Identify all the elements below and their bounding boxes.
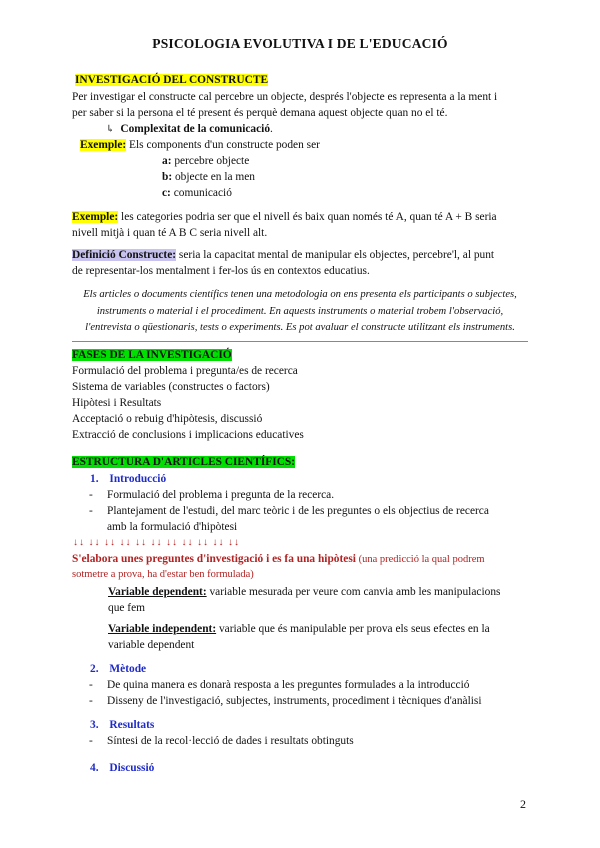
down-arrows-icon: ↓↓ ↓↓ ↓↓ ↓↓ ↓↓ ↓↓ ↓↓ ↓↓ ↓↓ ↓↓ ↓↓ bbox=[73, 537, 240, 548]
hypothesis-note-cont: sotmetre a prova, ha d'estar ben formulada) bbox=[72, 569, 254, 580]
complexity-line bbox=[106, 121, 273, 138]
paragraph-line: de representar-los mentalment i fer-los ús en contextos educatius. bbox=[72, 265, 370, 277]
list-item-value: comunicació bbox=[170, 187, 232, 199]
dash-bullet: - bbox=[89, 695, 93, 707]
bullet-text: Disseny de l'investigació, subjectes, instruments, procediment i tècniques d'anàlisi bbox=[107, 695, 482, 707]
complexity-period: . bbox=[270, 123, 273, 135]
arrow-icon: ↳ bbox=[106, 124, 115, 135]
list-item-value: percebre objecte bbox=[171, 155, 250, 167]
variable-independent-text: variable que és manipulable per prova els seus efectes en la bbox=[216, 623, 490, 635]
italic-note bbox=[60, 287, 540, 337]
paragraph-line: Per investigar el constructe cal percebre un objecte, després l'objecte es representa a la ment i bbox=[72, 91, 498, 103]
page-title: PSICOLOGIA EVOLUTIVA I DE L'EDUCACIÓ bbox=[152, 36, 448, 51]
italic-note-line: Els articles o documents científics tenen una metodologia on ens presenta els participants o subjectes, bbox=[83, 289, 517, 300]
numbered-heading-introduccio bbox=[90, 471, 166, 487]
variable-independent-cont: variable dependent bbox=[108, 639, 195, 651]
variable-dependent-text: variable mesurada per veure com canvia amb les manipulacions bbox=[206, 586, 501, 598]
section-heading-constructe bbox=[75, 72, 268, 88]
numbered-heading-metode bbox=[90, 661, 146, 677]
heading-number: 3. bbox=[90, 719, 99, 731]
heading-number: 2. bbox=[90, 663, 99, 675]
list-item-key: c: bbox=[162, 187, 171, 199]
dash-bullet: - bbox=[89, 505, 93, 517]
bullet-continuation: amb la formulació d'hipòtesi bbox=[107, 521, 238, 533]
heading-number: 1. bbox=[90, 473, 99, 485]
list-item-key: a: bbox=[162, 155, 172, 167]
variable-dependent bbox=[108, 584, 500, 600]
bullet-text: Plantejament de l'estudi, del marc teòric i de les preguntes o els objectius de recerca bbox=[107, 505, 489, 517]
hypothesis-line bbox=[72, 551, 485, 568]
dash-bullet: - bbox=[89, 489, 93, 501]
heading-text: Mètode bbox=[109, 663, 147, 675]
list-item bbox=[162, 169, 255, 185]
numbered-heading-discussio bbox=[90, 760, 154, 776]
dash-bullet: - bbox=[89, 735, 93, 747]
variable-independent-label: Variable independent: bbox=[108, 623, 217, 635]
paragraph-line: nivell mitjà i quan té A B C seria nivell alt. bbox=[72, 227, 268, 239]
heading-text: Introducció bbox=[109, 473, 167, 485]
numbered-heading-resultats bbox=[90, 717, 154, 733]
section-heading-text: ESTRUCTURA D'ARTICLES CIENTÍFICS: bbox=[72, 456, 296, 468]
list-item: Acceptació o rebuig d'hipòtesis, discussió bbox=[72, 413, 263, 425]
bullet-text: Síntesi de la recol·lecció de dades i resultats obtinguts bbox=[107, 735, 354, 747]
list-item bbox=[162, 185, 232, 201]
heading-text: Discussió bbox=[109, 762, 155, 774]
bullet-item bbox=[89, 693, 482, 709]
list-item: Hipòtesi i Resultats bbox=[72, 397, 162, 409]
example-text: Els components d'un constructe poden ser bbox=[126, 139, 320, 151]
definition-label: Definició Constructe: bbox=[72, 249, 177, 261]
hypothesis-bold: S'elabora unes preguntes d'investigació i es fa una hipòtesi bbox=[72, 553, 356, 565]
example-label: Exemple: bbox=[80, 139, 127, 151]
variable-independent bbox=[108, 621, 490, 637]
example2-text: les categories podria ser que el nivell és baix quan només té A, quan té A + B seria bbox=[118, 211, 497, 223]
bullet-item bbox=[89, 503, 489, 519]
example2-label: Exemple: bbox=[72, 211, 119, 223]
bullet-text: Formulació del problema i pregunta de la recerca. bbox=[107, 489, 335, 501]
dash-bullet: - bbox=[89, 679, 93, 691]
bullet-item bbox=[89, 487, 334, 503]
page-number: 2 bbox=[520, 797, 526, 811]
divider bbox=[72, 341, 528, 342]
list-item-value: objecte en la men bbox=[172, 171, 256, 183]
example-line bbox=[80, 137, 320, 153]
variable-dependent-cont: que fem bbox=[108, 602, 146, 614]
definition-line bbox=[72, 247, 494, 263]
definition-text: seria la capacitat mental de manipular els objectes, percebre'l, al punt bbox=[176, 249, 495, 261]
list-item: Extracció de conclusions i implicacions educatives bbox=[72, 429, 304, 441]
italic-note-line: l'entrevista o qüestionaris, tests o experiments. Es pot avaluar el constructe utilitzant els instruments. bbox=[85, 322, 515, 333]
variable-dependent-label: Variable dependent: bbox=[108, 586, 207, 598]
complexity-label: Complexitat de la comunicació bbox=[120, 123, 271, 135]
heading-number: 4. bbox=[90, 762, 99, 774]
list-item: Formulació del problema i pregunta/es de recerca bbox=[72, 365, 298, 377]
hypothesis-note: (una predicció la qual podrem bbox=[355, 554, 485, 565]
bullet-item bbox=[89, 733, 354, 749]
bullet-item bbox=[89, 677, 469, 693]
section-heading-text: INVESTIGACIÓ DEL CONSTRUCTE bbox=[75, 74, 269, 86]
heading-text: Resultats bbox=[109, 719, 155, 731]
list-item bbox=[162, 153, 249, 169]
section-heading-fases bbox=[72, 347, 232, 363]
list-item-key: b: bbox=[162, 171, 173, 183]
bullet-text: De quina manera es donarà resposta a les preguntes formulades a la introducció bbox=[107, 679, 470, 691]
paragraph-line: per saber si la persona el té present és perquè demana aquest objecte quan no el té. bbox=[72, 107, 448, 119]
section-heading-text: FASES DE LA INVESTIGACIÓ bbox=[72, 349, 232, 361]
example2-line bbox=[72, 209, 497, 225]
list-item: Sistema de variables (constructes o factors) bbox=[72, 381, 270, 393]
section-heading-estructura bbox=[72, 454, 295, 470]
italic-note-line: instruments o material i el procediment. En aquests instruments o material trobem l'observació, bbox=[96, 305, 504, 317]
